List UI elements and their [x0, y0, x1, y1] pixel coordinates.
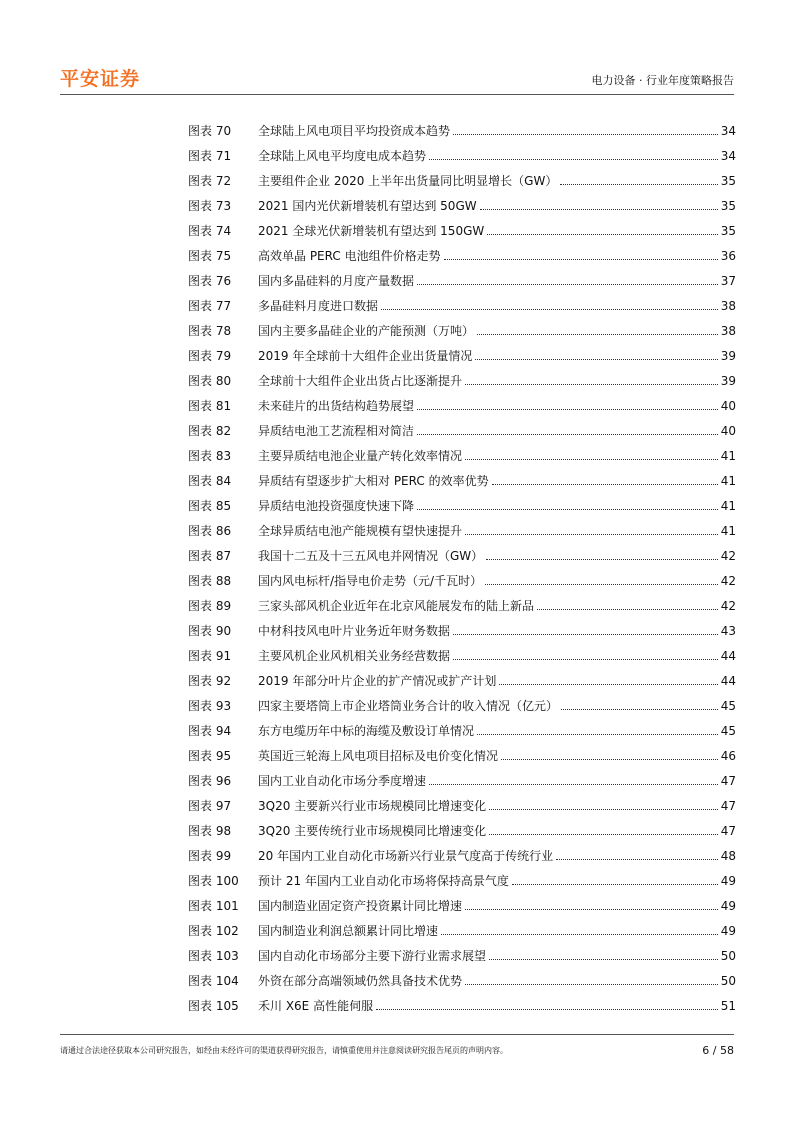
figure-number: 图表 86 — [188, 524, 232, 538]
figure-title: 国内多晶硅料的月度产量数据 — [258, 274, 415, 288]
dot-leader — [492, 483, 718, 485]
page-footer — [60, 1034, 734, 1056]
brand-logo: 平安证券 — [60, 68, 141, 90]
toc-row[interactable] — [188, 414, 736, 439]
figure-title: 2019 年全球前十大组件企业出货量情况 — [258, 349, 473, 363]
dot-leader — [453, 133, 718, 135]
figure-page-number: 42 — [720, 549, 736, 563]
toc-row[interactable] — [188, 789, 736, 814]
figure-number: 图表 76 — [188, 274, 232, 288]
dot-leader — [477, 733, 718, 735]
dot-leader — [453, 633, 718, 635]
toc-row[interactable] — [188, 239, 736, 264]
figure-number: 图表 75 — [188, 249, 232, 263]
figure-number: 图表 70 — [188, 124, 232, 138]
toc-row[interactable] — [188, 214, 736, 239]
figure-title: 高效单晶 PERC 电池组件价格走势 — [258, 249, 441, 263]
figure-title: 主要风机企业风机相关业务经营数据 — [258, 649, 451, 663]
figure-page-number: 34 — [720, 124, 736, 138]
dot-leader — [477, 333, 718, 335]
figure-number: 图表 90 — [188, 624, 232, 638]
toc-row[interactable] — [188, 314, 736, 339]
dot-leader — [480, 208, 718, 210]
toc-row[interactable] — [188, 989, 736, 1014]
figure-number: 图表 91 — [188, 649, 232, 663]
toc-row[interactable] — [188, 514, 736, 539]
figure-page-number: 35 — [720, 199, 736, 213]
toc-row[interactable] — [188, 489, 736, 514]
figure-page-number: 49 — [720, 924, 736, 938]
dot-leader — [417, 433, 718, 435]
figure-title: 2021 全球光伏新增装机有望达到 150GW — [258, 224, 485, 238]
figure-page-number: 48 — [720, 849, 736, 863]
figure-page-number: 41 — [720, 524, 736, 538]
figure-number: 图表 93 — [188, 699, 232, 713]
toc-row[interactable] — [188, 714, 736, 739]
toc-row[interactable] — [188, 764, 736, 789]
figure-number: 图表 96 — [188, 774, 232, 788]
figure-title: 2021 国内光伏新增装机有望达到 50GW — [258, 199, 477, 213]
figure-page-number: 34 — [720, 149, 736, 163]
figure-title: 全球异质结电池产能规模有望快速提升 — [258, 524, 463, 538]
toc-row[interactable] — [188, 564, 736, 589]
figure-title: 四家主要塔筒上市企业塔筒业务合计的收入情况（亿元） — [258, 699, 559, 713]
dot-leader — [417, 408, 718, 410]
figure-page-number: 51 — [720, 999, 736, 1013]
figure-page-number: 45 — [720, 699, 736, 713]
toc-row[interactable] — [188, 164, 736, 189]
figure-title: 国内风电标杆/指导电价走势（元/千瓦时） — [258, 574, 483, 588]
figure-number: 图表 79 — [188, 349, 232, 363]
figure-title: 全球前十大组件企业出货占比逐渐提升 — [258, 374, 463, 388]
figure-title: 多晶硅料月度进口数据 — [258, 299, 379, 313]
figure-number: 图表 99 — [188, 849, 232, 863]
dot-leader — [487, 233, 717, 235]
figure-title: 禾川 X6E 高性能伺服 — [258, 999, 374, 1013]
figure-number: 图表 89 — [188, 599, 232, 613]
figure-title: 异质结有望逐步扩大相对 PERC 的效率优势 — [258, 474, 489, 488]
figure-title: 国内制造业固定资产投资累计同比增速 — [258, 899, 463, 913]
figure-title: 东方电缆历年中标的海缆及敷设订单情况 — [258, 724, 475, 738]
figure-page-number: 35 — [720, 174, 736, 188]
figure-title: 3Q20 主要新兴行业市场规模同比增速变化 — [258, 799, 487, 813]
toc-row[interactable] — [188, 964, 736, 989]
figure-title: 主要异质结电池企业量产转化效率情况 — [258, 449, 463, 463]
dot-leader — [453, 658, 718, 660]
figure-title: 主要组件企业 2020 上半年出货量同比明显增长（GW） — [258, 174, 558, 188]
figure-page-number: 38 — [720, 324, 736, 338]
figure-page-number: 40 — [720, 424, 736, 438]
figure-title: 全球陆上风电平均度电成本趋势 — [258, 149, 427, 163]
figure-number: 图表 98 — [188, 824, 232, 838]
toc-row[interactable] — [188, 939, 736, 964]
toc-row[interactable] — [188, 139, 736, 164]
figure-title: 英国近三轮海上风电项目招标及电价变化情况 — [258, 749, 499, 763]
figure-title: 未来硅片的出货结构趋势展望 — [258, 399, 415, 413]
figure-page-number: 50 — [720, 974, 736, 988]
figure-title: 异质结电池工艺流程相对简洁 — [258, 424, 415, 438]
figure-list — [188, 114, 736, 1014]
figure-title: 我国十二五及十三五风电并网情况（GW） — [258, 549, 484, 563]
figure-number: 图表 104 — [188, 974, 239, 988]
toc-row[interactable] — [188, 464, 736, 489]
figure-page-number: 47 — [720, 824, 736, 838]
dot-leader — [465, 533, 718, 535]
dot-leader — [441, 933, 718, 935]
dot-leader — [429, 158, 718, 160]
toc-row[interactable] — [188, 389, 736, 414]
figure-number: 图表 85 — [188, 499, 232, 513]
page-header — [60, 64, 734, 95]
toc-row[interactable] — [188, 264, 736, 289]
figure-title: 20 年国内工业自动化市场新兴行业景气度高于传统行业 — [258, 849, 554, 863]
figure-page-number: 44 — [720, 674, 736, 688]
figure-number: 图表 88 — [188, 574, 232, 588]
dot-leader — [489, 958, 718, 960]
figure-number: 图表 84 — [188, 474, 232, 488]
figure-page-number: 46 — [720, 749, 736, 763]
toc-row[interactable] — [188, 439, 736, 464]
toc-row[interactable] — [188, 864, 736, 889]
footer-page-number: 6 / 58 — [702, 1044, 734, 1057]
report-type: 电力设备 · 行业年度策略报告 — [591, 74, 734, 87]
figure-number: 图表 95 — [188, 749, 232, 763]
figure-number: 图表 97 — [188, 799, 232, 813]
dot-leader — [556, 858, 718, 860]
toc-row[interactable] — [188, 289, 736, 314]
figure-page-number: 35 — [720, 224, 736, 238]
figure-page-number: 43 — [720, 624, 736, 638]
figure-title: 国内主要多晶硅企业的产能预测（万吨） — [258, 324, 475, 338]
figure-number: 图表 102 — [188, 924, 239, 938]
figure-page-number: 47 — [720, 799, 736, 813]
figure-number: 图表 78 — [188, 324, 232, 338]
figure-page-number: 40 — [720, 399, 736, 413]
figure-number: 图表 71 — [188, 149, 232, 163]
figure-page-number: 37 — [720, 274, 736, 288]
figure-title: 国内制造业利润总额累计同比增速 — [258, 924, 439, 938]
figure-page-number: 41 — [720, 474, 736, 488]
toc-row[interactable] — [188, 339, 736, 364]
figure-number: 图表 94 — [188, 724, 232, 738]
toc-row[interactable] — [188, 189, 736, 214]
figure-number: 图表 80 — [188, 374, 232, 388]
figure-page-number: 36 — [720, 249, 736, 263]
figure-page-number: 42 — [720, 599, 736, 613]
dot-leader — [376, 1008, 718, 1010]
toc-row[interactable] — [188, 639, 736, 664]
figure-page-number: 44 — [720, 649, 736, 663]
figure-title: 3Q20 主要传统行业市场规模同比增速变化 — [258, 824, 487, 838]
figure-number: 图表 81 — [188, 399, 232, 413]
figure-number: 图表 73 — [188, 199, 232, 213]
dot-leader — [429, 783, 718, 785]
toc-row[interactable] — [188, 689, 736, 714]
dot-leader — [486, 558, 718, 560]
figure-page-number: 49 — [720, 874, 736, 888]
footer-disclaimer: 请通过合法途径获取本公司研究报告，如经由未经许可的渠道获得研究报告，请慎重使用并注意阅读研究报告尾页的声明内容。 — [60, 1046, 508, 1055]
dot-leader — [417, 508, 718, 510]
figure-page-number: 41 — [720, 499, 736, 513]
toc-row[interactable] — [188, 614, 736, 639]
figure-title: 2019 年部分叶片企业的扩产情况或扩产计划 — [258, 674, 497, 688]
toc-row[interactable] — [188, 914, 736, 939]
figure-number: 图表 77 — [188, 299, 232, 313]
dot-leader — [537, 608, 718, 610]
toc-row[interactable] — [188, 889, 736, 914]
figure-number: 图表 74 — [188, 224, 232, 238]
figure-number: 图表 82 — [188, 424, 232, 438]
dot-leader — [417, 283, 718, 285]
dot-leader — [561, 708, 718, 710]
figure-title: 三家头部风机企业近年在北京风能展发布的陆上新品 — [258, 599, 535, 613]
dot-leader — [501, 758, 718, 760]
figure-title: 异质结电池投资强度快速下降 — [258, 499, 415, 513]
dot-leader — [465, 458, 718, 460]
figure-title: 中材科技风电叶片业务近年财务数据 — [258, 624, 451, 638]
figure-page-number: 39 — [720, 349, 736, 363]
dot-leader — [465, 383, 718, 385]
figure-page-number: 39 — [720, 374, 736, 388]
dot-leader — [475, 358, 717, 360]
toc-row[interactable] — [188, 114, 736, 139]
dot-leader — [444, 258, 718, 260]
figure-number: 图表 105 — [188, 999, 239, 1013]
figure-number: 图表 103 — [188, 949, 239, 963]
figure-number: 图表 100 — [188, 874, 239, 888]
figure-number: 图表 87 — [188, 549, 232, 563]
dot-leader — [560, 183, 717, 185]
dot-leader — [381, 308, 718, 310]
dot-leader — [512, 883, 718, 885]
dot-leader — [489, 808, 718, 810]
toc-row[interactable] — [188, 539, 736, 564]
dot-leader — [499, 683, 717, 685]
figure-page-number: 45 — [720, 724, 736, 738]
figure-title: 外资在部分高端领域仍然具备技术优势 — [258, 974, 463, 988]
figure-page-number: 47 — [720, 774, 736, 788]
toc-row[interactable] — [188, 589, 736, 614]
figure-page-number: 41 — [720, 449, 736, 463]
toc-row[interactable] — [188, 814, 736, 839]
figure-page-number: 49 — [720, 899, 736, 913]
toc-row[interactable] — [188, 364, 736, 389]
figure-page-number: 38 — [720, 299, 736, 313]
figure-title: 预计 21 年国内工业自动化市场将保持高景气度 — [258, 874, 509, 888]
figure-title: 国内工业自动化市场分季度增速 — [258, 774, 427, 788]
toc-row[interactable] — [188, 739, 736, 764]
toc-row[interactable] — [188, 664, 736, 689]
dot-leader — [489, 833, 718, 835]
figure-page-number: 50 — [720, 949, 736, 963]
figure-page-number: 42 — [720, 574, 736, 588]
figure-number: 图表 101 — [188, 899, 239, 913]
dot-leader — [485, 583, 718, 585]
figure-title: 全球陆上风电项目平均投资成本趋势 — [258, 124, 451, 138]
figure-title: 国内自动化市场部分主要下游行业需求展望 — [258, 949, 487, 963]
figure-number: 图表 72 — [188, 174, 232, 188]
figure-number: 图表 92 — [188, 674, 232, 688]
dot-leader — [465, 983, 718, 985]
dot-leader — [465, 908, 718, 910]
toc-row[interactable] — [188, 839, 736, 864]
figure-number: 图表 83 — [188, 449, 232, 463]
